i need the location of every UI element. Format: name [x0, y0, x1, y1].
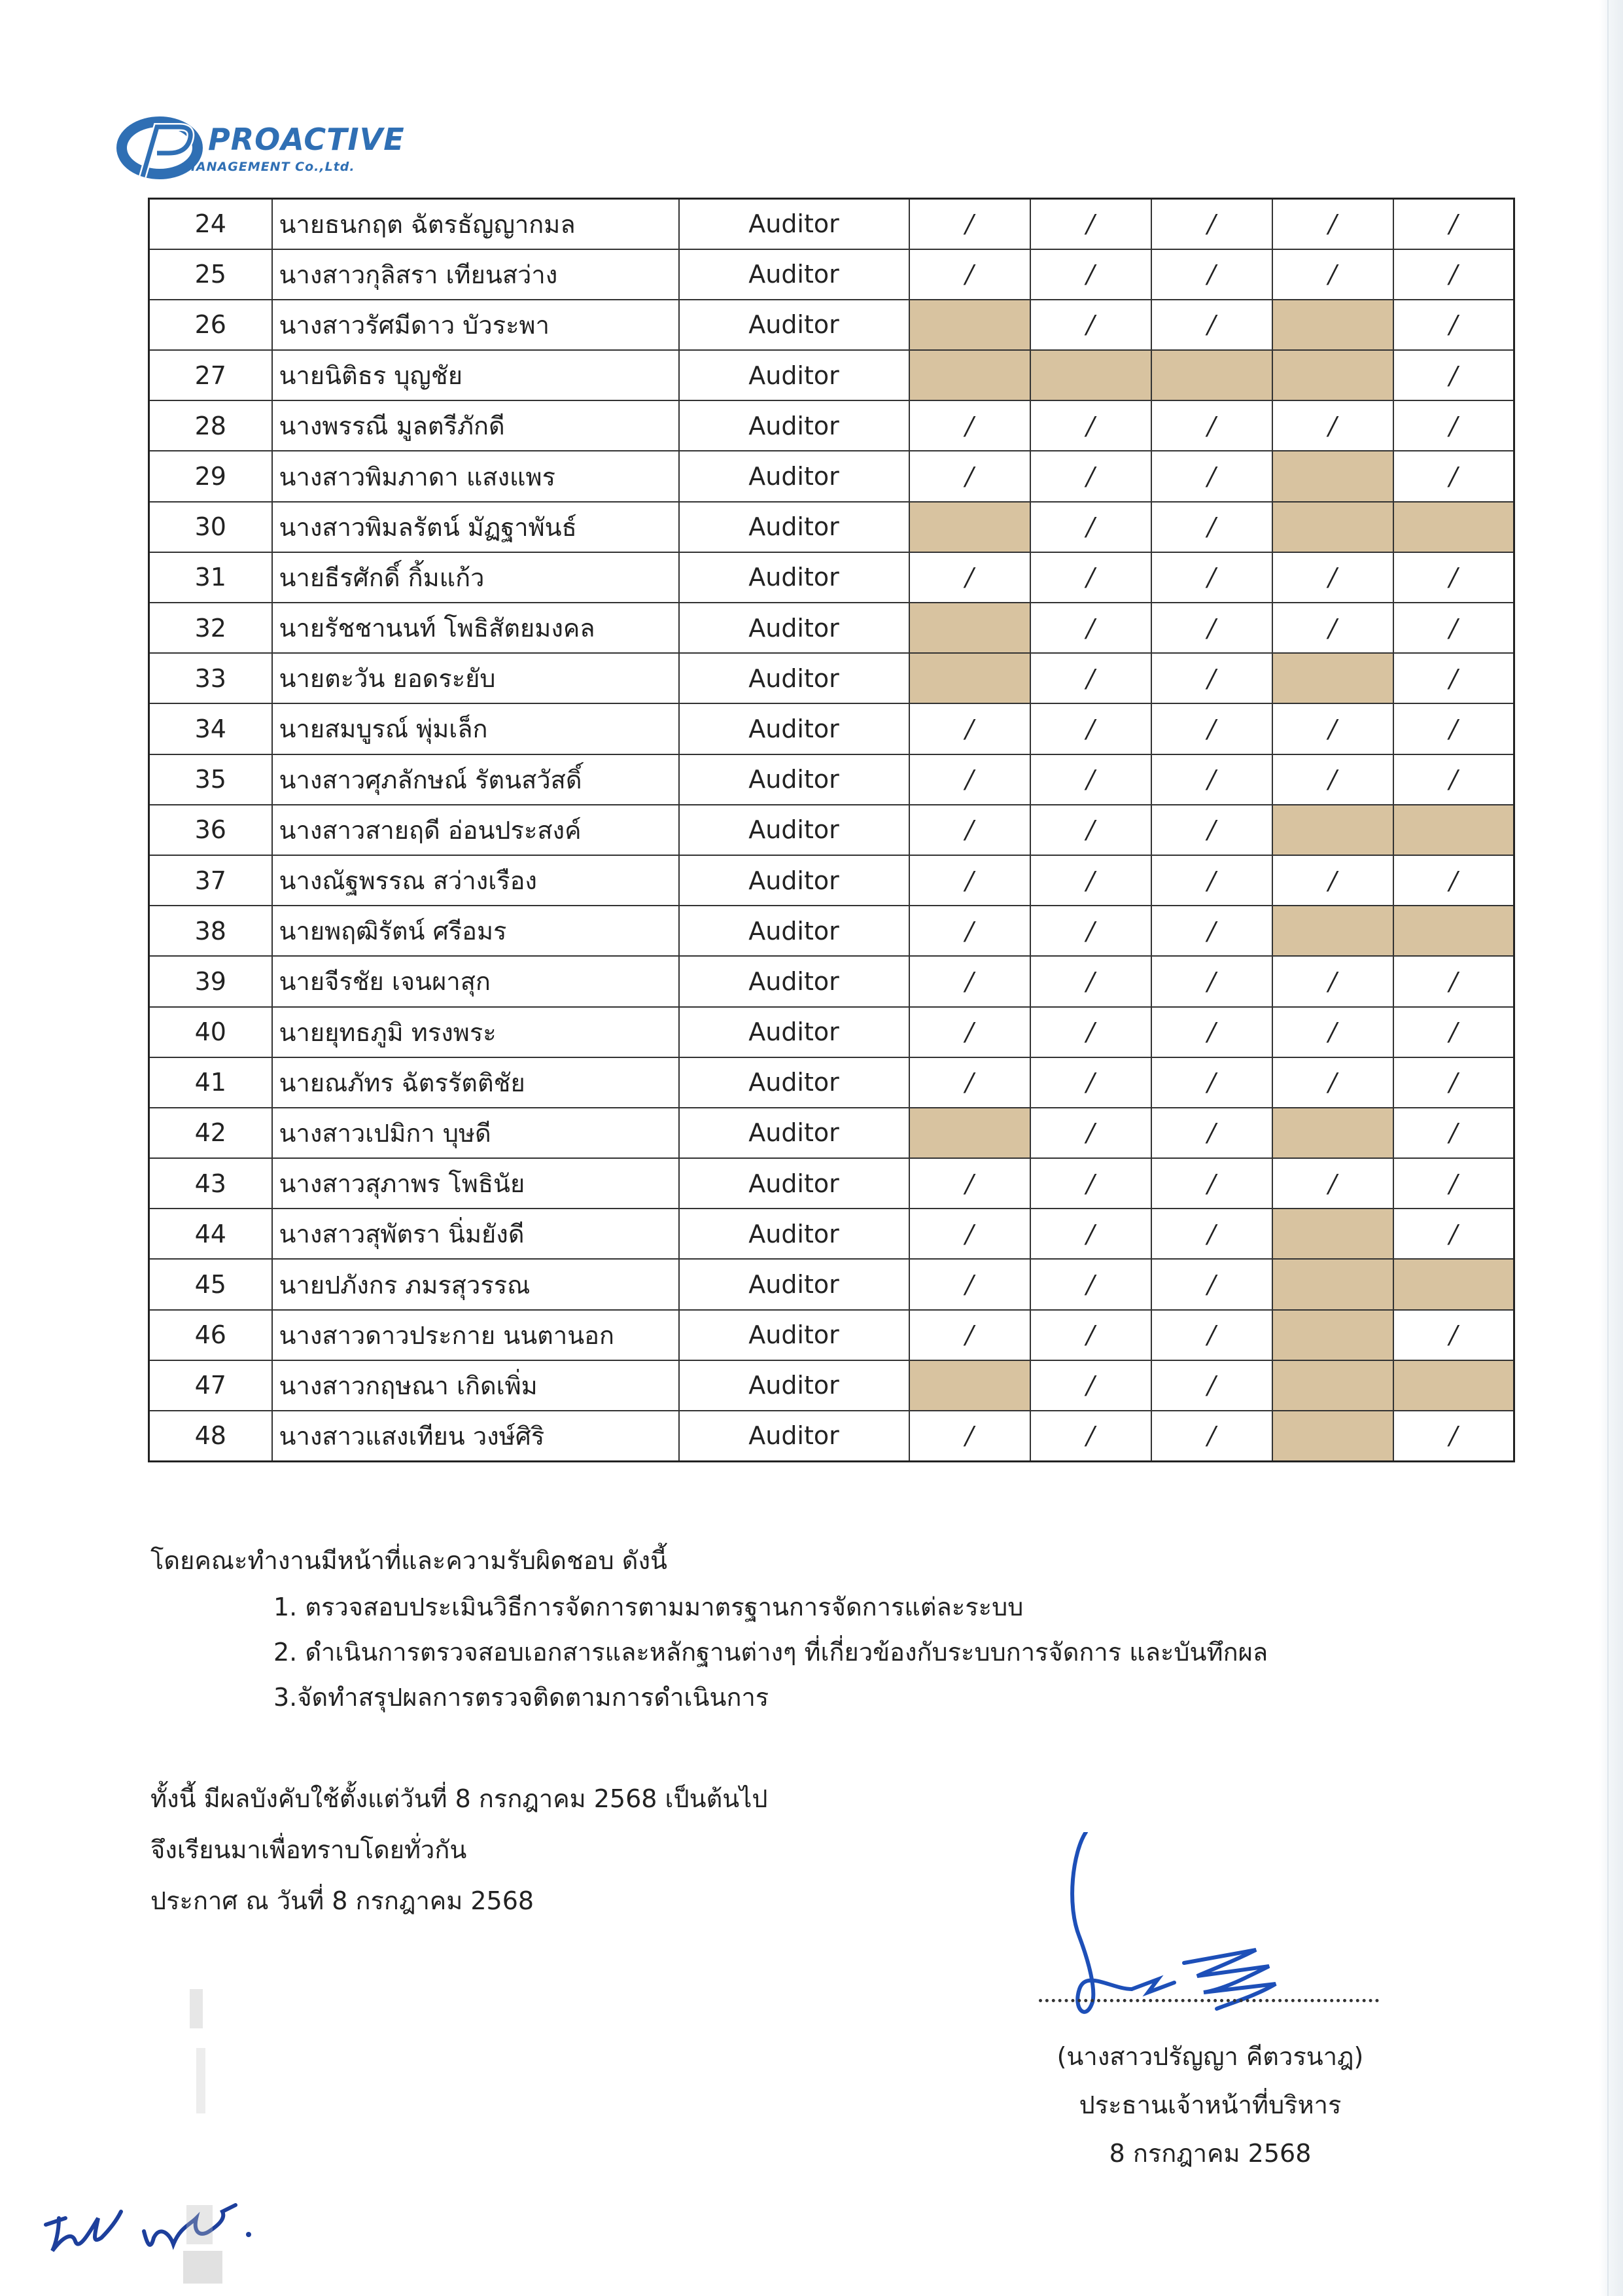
- position-cell: Auditor: [679, 451, 909, 501]
- person-name: นายพฤฒิรัตน์ ศรีอมร: [272, 906, 679, 956]
- row-number: 38: [149, 906, 272, 956]
- row-number: 33: [149, 653, 272, 703]
- check-mark-cell: /: [1393, 1209, 1514, 1259]
- duty-item-3: 3.จัดทำสรุปผลการตรวจติดตามการดำเนินการ: [273, 1683, 769, 1712]
- shaded-cell: [1272, 350, 1393, 400]
- check-mark-cell: /: [1030, 805, 1151, 855]
- check-mark-cell: /: [1151, 1057, 1272, 1108]
- position-cell: Auditor: [679, 300, 909, 350]
- check-mark-cell: /: [1272, 552, 1393, 603]
- check-mark-cell: /: [909, 249, 1030, 300]
- table-row: [149, 906, 1514, 956]
- person-name: นางณัฐพรรณ สว่างเรือง: [272, 855, 679, 906]
- shaded-cell: [909, 603, 1030, 653]
- table-row: [149, 502, 1514, 552]
- person-name: นางสาวพิมลรัตน์ มัฏฐาพันธ์: [272, 502, 679, 552]
- check-mark-cell: /: [909, 703, 1030, 754]
- row-number: 43: [149, 1158, 272, 1209]
- duty-item-1: 1. ตรวจสอบประเมินวิธีการจัดการตามมาตรฐานการจัดการแต่ละระบบ: [273, 1593, 1024, 1621]
- table-row: [149, 1209, 1514, 1259]
- row-number: 28: [149, 400, 272, 451]
- shaded-cell: [1151, 350, 1272, 400]
- table-row: [149, 1411, 1514, 1461]
- table-row: [149, 1259, 1514, 1309]
- check-mark-cell: /: [909, 754, 1030, 805]
- table-row: [149, 653, 1514, 703]
- signer-date: 8 กรกฎาคม 2568: [1109, 2139, 1312, 2168]
- row-number: 47: [149, 1360, 272, 1411]
- check-mark-cell: /: [1030, 1411, 1151, 1461]
- scan-edge: [1599, 0, 1623, 2296]
- check-mark-cell: /: [1272, 400, 1393, 451]
- check-mark-cell: /: [1030, 855, 1151, 906]
- check-mark-cell: /: [1151, 249, 1272, 300]
- announcement-date-text: ประกาศ ณ วันที่ 8 กรกฎาคม 2568: [150, 1886, 534, 1915]
- check-mark-cell: /: [1030, 1108, 1151, 1158]
- row-number: 25: [149, 249, 272, 300]
- person-name: นางสาวแสงเทียน วงษ์ศิริ: [272, 1411, 679, 1461]
- position-cell: Auditor: [679, 1360, 909, 1411]
- shaded-cell: [909, 502, 1030, 552]
- faint-stamp-mark: [177, 1989, 229, 2290]
- check-mark-cell: /: [909, 1310, 1030, 1360]
- check-mark-cell: /: [1393, 1007, 1514, 1057]
- check-mark-cell: /: [1151, 956, 1272, 1006]
- check-mark-cell: /: [1393, 703, 1514, 754]
- position-cell: Auditor: [679, 805, 909, 855]
- check-mark-cell: /: [1151, 552, 1272, 603]
- check-mark-cell: /: [909, 400, 1030, 451]
- row-number: 40: [149, 1007, 272, 1057]
- table-row: [149, 956, 1514, 1006]
- shaded-cell: [1393, 502, 1514, 552]
- person-name: นางสาวกุลิสรา เทียนสว่าง: [272, 249, 679, 300]
- position-cell: Auditor: [679, 906, 909, 956]
- shaded-cell: [1272, 502, 1393, 552]
- table-row: [149, 1007, 1514, 1057]
- person-name: นางสาวสายฤดี อ่อนประสงค์: [272, 805, 679, 855]
- check-mark-cell: /: [1030, 1209, 1151, 1259]
- row-number: 34: [149, 703, 272, 754]
- check-mark-cell: /: [1151, 855, 1272, 906]
- logo-subtitle: MANAGEMENT Co.,Ltd.: [183, 160, 355, 174]
- check-mark-cell: /: [909, 451, 1030, 501]
- person-name: นางสาวกฤษณา เกิดเพิ่ม: [272, 1360, 679, 1411]
- check-mark-cell: /: [1151, 1259, 1272, 1309]
- shaded-cell: [1272, 906, 1393, 956]
- shaded-cell: [1272, 451, 1393, 501]
- shaded-cell: [1393, 1259, 1514, 1309]
- check-mark-cell: /: [1151, 1411, 1272, 1461]
- row-number: 37: [149, 855, 272, 906]
- shaded-cell: [1272, 1108, 1393, 1158]
- check-mark-cell: /: [1393, 956, 1514, 1006]
- check-mark-cell: /: [909, 552, 1030, 603]
- check-mark-cell: /: [1393, 1057, 1514, 1108]
- person-name: นายณภัทร ฉัตรรัตติชัย: [272, 1057, 679, 1108]
- check-mark-cell: /: [909, 956, 1030, 1006]
- check-mark-cell: /: [1030, 502, 1151, 552]
- check-mark-cell: /: [1151, 703, 1272, 754]
- company-logo: [116, 113, 405, 185]
- check-mark-cell: /: [1151, 906, 1272, 956]
- person-name: นายธีรศักดิ์ กิ้มแก้ว: [272, 552, 679, 603]
- check-mark-cell: /: [1272, 603, 1393, 653]
- check-mark-cell: /: [1151, 754, 1272, 805]
- person-name: นายรัชชานนท์ โพธิสัตยมงคล: [272, 603, 679, 653]
- person-name: นายนิติธร บุญชัย: [272, 350, 679, 400]
- position-cell: Auditor: [679, 653, 909, 703]
- check-mark-cell: /: [1393, 653, 1514, 703]
- position-cell: Auditor: [679, 400, 909, 451]
- row-number: 44: [149, 1209, 272, 1259]
- check-mark-cell: /: [1151, 400, 1272, 451]
- check-mark-cell: /: [1151, 1007, 1272, 1057]
- position-cell: Auditor: [679, 1007, 909, 1057]
- table-row: [149, 1158, 1514, 1209]
- check-mark-cell: /: [1272, 703, 1393, 754]
- row-number: 29: [149, 451, 272, 501]
- check-mark-cell: /: [909, 1259, 1030, 1309]
- table-row: [149, 1108, 1514, 1158]
- check-mark-cell: /: [1272, 754, 1393, 805]
- row-number: 36: [149, 805, 272, 855]
- row-number: 32: [149, 603, 272, 653]
- check-mark-cell: /: [1393, 1310, 1514, 1360]
- check-mark-cell: /: [1030, 199, 1151, 249]
- shaded-cell: [1030, 350, 1151, 400]
- table-row: [149, 1310, 1514, 1360]
- check-mark-cell: /: [1272, 249, 1393, 300]
- shaded-cell: [909, 653, 1030, 703]
- check-mark-cell: /: [1030, 1007, 1151, 1057]
- person-name: นางสาวเปมิกา บุษดี: [272, 1108, 679, 1158]
- row-number: 26: [149, 300, 272, 350]
- check-mark-cell: /: [1272, 1158, 1393, 1209]
- check-mark-cell: /: [1393, 855, 1514, 906]
- position-cell: Auditor: [679, 199, 909, 249]
- shaded-cell: [1272, 1259, 1393, 1309]
- check-mark-cell: /: [1030, 1158, 1151, 1209]
- person-name: นางพรรณี มูลตรีภักดี: [272, 400, 679, 451]
- person-name: นายปภังกร ภมรสุวรรณ: [272, 1259, 679, 1309]
- check-mark-cell: /: [1393, 451, 1514, 501]
- row-number: 30: [149, 502, 272, 552]
- check-mark-cell: /: [1151, 502, 1272, 552]
- check-mark-cell: /: [1393, 1108, 1514, 1158]
- check-mark-cell: /: [1151, 300, 1272, 350]
- person-name: นางสาวพิมภาดา แสงแพร: [272, 451, 679, 501]
- row-number: 24: [149, 199, 272, 249]
- check-mark-cell: /: [1151, 1158, 1272, 1209]
- position-cell: Auditor: [679, 754, 909, 805]
- check-mark-cell: /: [1151, 1360, 1272, 1411]
- row-number: 46: [149, 1310, 272, 1360]
- table-row: [149, 199, 1514, 249]
- check-mark-cell: /: [1030, 754, 1151, 805]
- check-mark-cell: /: [1393, 199, 1514, 249]
- check-mark-cell: /: [1272, 1007, 1393, 1057]
- check-mark-cell: /: [1393, 754, 1514, 805]
- check-mark-cell: /: [909, 1411, 1030, 1461]
- check-mark-cell: /: [1151, 451, 1272, 501]
- shaded-cell: [1393, 805, 1514, 855]
- staff-table-body: [149, 199, 1514, 1462]
- table-row: [149, 1360, 1514, 1411]
- check-mark-cell: /: [1151, 1310, 1272, 1360]
- check-mark-cell: /: [1272, 956, 1393, 1006]
- check-mark-cell: /: [1030, 956, 1151, 1006]
- position-cell: Auditor: [679, 1108, 909, 1158]
- person-name: นายจีรชัย เจนผาสุก: [272, 956, 679, 1006]
- check-mark-cell: /: [1393, 603, 1514, 653]
- check-mark-cell: /: [1151, 1209, 1272, 1259]
- check-mark-cell: /: [1030, 603, 1151, 653]
- row-number: 42: [149, 1108, 272, 1158]
- duty-item-2: 2. ดำเนินการตรวจสอบเอกสารและหลักฐานต่างๆ ที่เกี่ยวข้องกับระบบการจัดการ และบันทึกผล: [273, 1638, 1268, 1667]
- position-cell: Auditor: [679, 1057, 909, 1108]
- shaded-cell: [1393, 906, 1514, 956]
- check-mark-cell: /: [1030, 906, 1151, 956]
- signer-title: ประธานเจ้าหน้าที่บริหาร: [1079, 2091, 1342, 2119]
- position-cell: Auditor: [679, 855, 909, 906]
- check-mark-cell: /: [1272, 855, 1393, 906]
- check-mark-cell: /: [1030, 653, 1151, 703]
- check-mark-cell: /: [1151, 199, 1272, 249]
- check-mark-cell: /: [1393, 300, 1514, 350]
- position-cell: Auditor: [679, 249, 909, 300]
- shaded-cell: [909, 300, 1030, 350]
- table-row: [149, 249, 1514, 300]
- check-mark-cell: /: [1030, 400, 1151, 451]
- check-mark-cell: /: [1272, 199, 1393, 249]
- row-number: 41: [149, 1057, 272, 1108]
- check-mark-cell: /: [1393, 552, 1514, 603]
- check-mark-cell: /: [1030, 1057, 1151, 1108]
- shaded-cell: [1272, 1360, 1393, 1411]
- person-name: นายสมบูรณ์ พุ่มเล็ก: [272, 703, 679, 754]
- position-cell: Auditor: [679, 603, 909, 653]
- person-name: นางสาวรัศมีดาว บัวระพา: [272, 300, 679, 350]
- check-mark-cell: /: [909, 1209, 1030, 1259]
- person-name: นางสาวสุพัตรา นิ่มยังดี: [272, 1209, 679, 1259]
- table-row: [149, 703, 1514, 754]
- table-row: [149, 754, 1514, 805]
- table-row: [149, 552, 1514, 603]
- position-cell: Auditor: [679, 956, 909, 1006]
- table-row: [149, 855, 1514, 906]
- check-mark-cell: /: [1393, 350, 1514, 400]
- shaded-cell: [909, 350, 1030, 400]
- check-mark-cell: /: [909, 1158, 1030, 1209]
- check-mark-cell: /: [1030, 300, 1151, 350]
- check-mark-cell: /: [909, 1007, 1030, 1057]
- initials-signature-image: [39, 2179, 301, 2264]
- row-number: 45: [149, 1259, 272, 1309]
- row-number: 39: [149, 956, 272, 1006]
- check-mark-cell: /: [1030, 703, 1151, 754]
- row-number: 48: [149, 1411, 272, 1461]
- staff-table: [148, 198, 1515, 1462]
- position-cell: Auditor: [679, 1411, 909, 1461]
- check-mark-cell: /: [909, 199, 1030, 249]
- person-name: นางสาวศุภลักษณ์ รัตนสวัสดิ์: [272, 754, 679, 805]
- check-mark-cell: /: [1151, 603, 1272, 653]
- position-cell: Auditor: [679, 502, 909, 552]
- signer-name: (นางสาวปรัญญา คีตวรนาฎ): [1056, 2042, 1364, 2071]
- person-name: นายยุทธภูมิ ทรงพระ: [272, 1007, 679, 1057]
- shaded-cell: [1272, 1310, 1393, 1360]
- notice-text: จึงเรียนมาเพื่อทราบโดยทั่วกัน: [150, 1835, 467, 1864]
- check-mark-cell: /: [1151, 1108, 1272, 1158]
- check-mark-cell: /: [1393, 1411, 1514, 1461]
- check-mark-cell: /: [1393, 249, 1514, 300]
- table-row: [149, 350, 1514, 400]
- position-cell: Auditor: [679, 1259, 909, 1309]
- table-row: [149, 300, 1514, 350]
- position-cell: Auditor: [679, 350, 909, 400]
- duties-intro: โดยคณะทำงานมีหน้าที่และความรับผิดชอบ ดังนี้: [150, 1546, 667, 1575]
- check-mark-cell: /: [1151, 805, 1272, 855]
- shaded-cell: [1272, 300, 1393, 350]
- check-mark-cell: /: [909, 906, 1030, 956]
- position-cell: Auditor: [679, 1158, 909, 1209]
- check-mark-cell: /: [1030, 1310, 1151, 1360]
- table-row: [149, 603, 1514, 653]
- check-mark-cell: /: [1272, 1057, 1393, 1108]
- row-number: 27: [149, 350, 272, 400]
- position-cell: Auditor: [679, 552, 909, 603]
- shaded-cell: [1272, 1411, 1393, 1461]
- person-name: นางสาวสุภาพร โพธินัย: [272, 1158, 679, 1209]
- check-mark-cell: /: [1030, 451, 1151, 501]
- check-mark-cell: /: [1030, 1259, 1151, 1309]
- check-mark-cell: /: [1030, 249, 1151, 300]
- position-cell: Auditor: [679, 703, 909, 754]
- effective-date-text: ทั้งนี้ มีผลบังคับใช้ตั้งแต่วันที่ 8 กรกฎาคม 2568 เป็นต้นไป: [150, 1784, 768, 1813]
- table-row: [149, 1057, 1514, 1108]
- shaded-cell: [909, 1360, 1030, 1411]
- shaded-cell: [909, 1108, 1030, 1158]
- person-name: นายธนกฤต ฉัตรธัญญากมล: [272, 199, 679, 249]
- shaded-cell: [1393, 1360, 1514, 1411]
- check-mark-cell: /: [1030, 552, 1151, 603]
- shaded-cell: [1272, 805, 1393, 855]
- check-mark-cell: /: [1030, 1360, 1151, 1411]
- table-row: [149, 451, 1514, 501]
- position-cell: Auditor: [679, 1209, 909, 1259]
- shaded-cell: [1272, 1209, 1393, 1259]
- check-mark-cell: /: [1151, 653, 1272, 703]
- check-mark-cell: /: [1393, 400, 1514, 451]
- position-cell: Auditor: [679, 1310, 909, 1360]
- check-mark-cell: /: [909, 855, 1030, 906]
- table-row: [149, 400, 1514, 451]
- check-mark-cell: /: [909, 1057, 1030, 1108]
- signature-line: [1039, 1999, 1379, 2002]
- table-row: [149, 805, 1514, 855]
- row-number: 35: [149, 754, 272, 805]
- check-mark-cell: /: [909, 805, 1030, 855]
- row-number: 31: [149, 552, 272, 603]
- check-mark-cell: /: [1393, 1158, 1514, 1209]
- person-name: นางสาวดาวประกาย นนตานอก: [272, 1310, 679, 1360]
- shaded-cell: [1272, 653, 1393, 703]
- person-name: นายตะวัน ยอดระยับ: [272, 653, 679, 703]
- logo-name: PROACTIVE: [208, 122, 405, 157]
